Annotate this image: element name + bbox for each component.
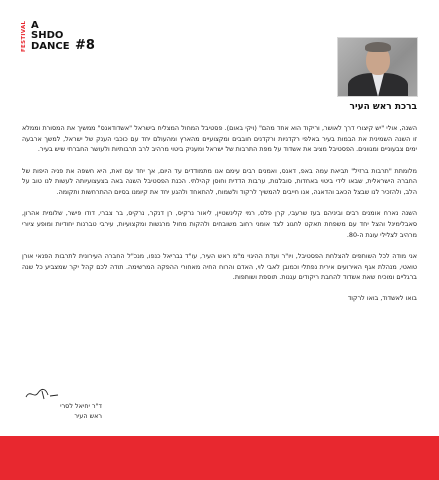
logo-edition-number: #8 <box>75 38 95 53</box>
handwritten-signature <box>22 387 62 401</box>
paragraph-1: השנה, אולי "יש קיצורי דרך לאושר, וריקוד הוא אחד מהם" (ויקי באום). פסטיבל המחול המצליח בישראל "אשדודאנס" ממשיך את המסורת וממלא זו השנה השמינית את הבמות בעיר באלפי רקדניות ורקדנים חובבים ומקצועיים מהארץ ומהעולם יחד עם כוכבי הענק של ישראל, למשך ארבעה ימים צבעוניים ומגוונים. הפסטיבל מציב את אשדוד על מפת התרבות של ישראל ומעניק ביטוי מרהיב לרב תרבותיות ולעושר החברתי שיש בעיר. <box>22 124 417 154</box>
festival-logo <box>21 19 117 53</box>
signer-title: ראש העיר <box>74 412 102 420</box>
paragraph-2: מלומתת "תרבות ברזיל" תביאת עמה באפ, דאנס, ואמנים רבים עימם אנו מתמודדים עד היום, אך יחד עם זאת, היא חשפה את פניה היפות של החברה הישראלית, שבאו לידי ביטוי באחדות, סובלנות, ערבות הדדית וחוסן קהילתי. הכנת הפסטיבל השנה באה בצעצועיותה לעשות לנו טוב על הלב, ולהזכיר לנו שבצל הכאב והדאגה, אנו חייבים להמשיך לרקוד ולשמוח, להתאחד ולהגע יחד את קיומנו בסיום ההתרחשות ותקומה. <box>22 166 417 197</box>
paragraph-closing: בואו לאשדוד, בואו לרקוד <box>347 294 417 303</box>
logo-line-3: DANCE <box>31 41 70 52</box>
logo-vertical-text: FESTIVAL <box>21 20 27 52</box>
logo-line-2: SHDO <box>31 30 64 41</box>
signature-block <box>22 387 417 437</box>
paragraph-4: אני מודה לכל השותפים להצלחת הפסטיבל, ויו"ר ועדת ההיגוי מ"מ ראש העיר, עו"ד גבריאל כנפו, מנכ"ל החברה העירונית לתרבות הפנאי אורן טואטי, מנהלת אגף האירועים אירית נפתלי וכמובן לאבי לוי, האדם והרוח החיה מאחורי ההפקה המרשימה. תודה לכם קהל יקר שמצביע כל שנה ברגליים ומוכיח שאת אשדוד להחבת ריקודים עגנות. תוספת ושותפות. <box>22 251 417 282</box>
logo-line-1: A <box>31 20 39 31</box>
paragraph-3: השנה נארח אומנים רבים וביניהם בעז שרעבי, קרן פלס, רמי קלינשטיין, ליאור נרקיס, רן דנקר, נרקיס, בר צברי, דודו פישר, שלומית אהרון, סאבלימינל והצל יחד עם משפחת תאקט לחגוג לצד אומני רחוב משובחים ולהקות מחול מרגשות ומקצועיות, עירבי טברנות יחודיות ומופע ציורי מרהיב לצלילי עוגת ה-80. <box>22 209 417 239</box>
letter-body <box>22 123 417 315</box>
page-title: ברכת ראש העיר <box>349 102 417 112</box>
signer-info <box>22 401 102 421</box>
signer-name: ד"ר יחיאל לסרי <box>60 402 102 410</box>
mayor-portrait-photo <box>337 37 418 97</box>
footer-red-band <box>0 436 439 480</box>
